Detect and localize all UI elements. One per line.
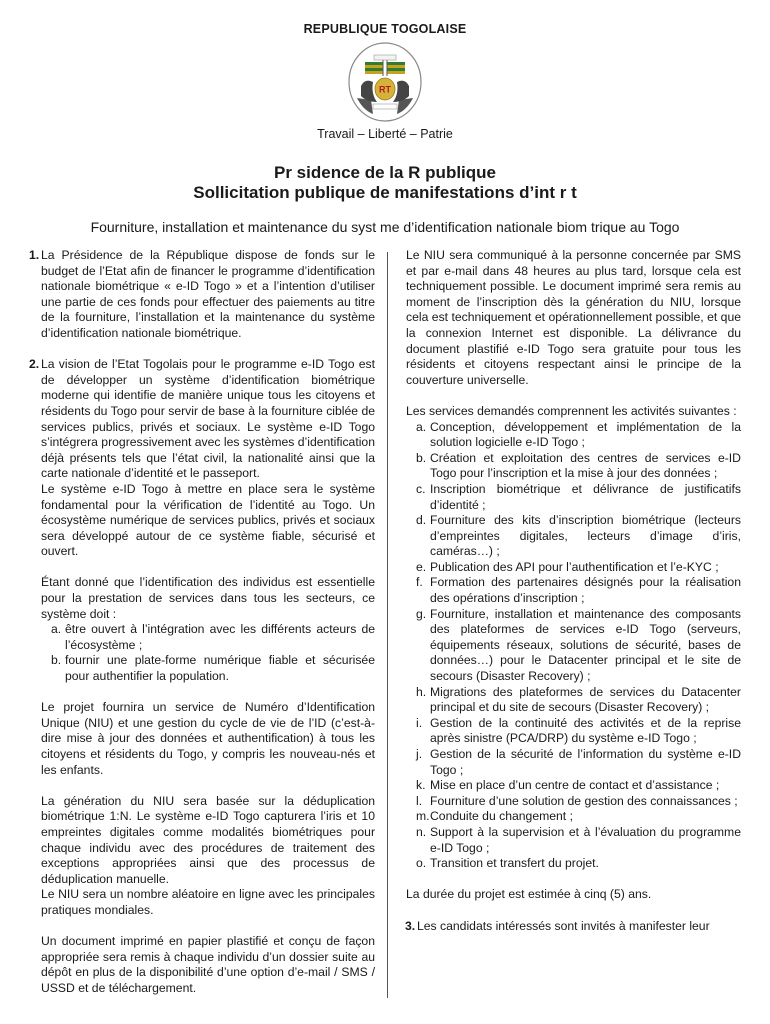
section-1 xyxy=(30,248,375,342)
national-motto: Travail – Liberté – Patrie xyxy=(317,127,453,141)
list-text: Support à la supervision et à l’évaluation du programme e-ID Togo ; xyxy=(430,824,741,855)
list-item xyxy=(406,747,741,778)
list-item xyxy=(406,716,741,747)
list-letter: i. xyxy=(416,715,423,730)
paragraph: La durée du projet est estimée à cinq (5) ans. xyxy=(406,887,652,902)
list-letter: b. xyxy=(51,653,62,668)
section-number: 2. xyxy=(29,357,40,372)
list-text: Fourniture des kits d’inscription biométrique (lecteurs d’empreintes digitales, lecteurs d’image d’iris, caméras…) ; xyxy=(430,513,741,559)
list-letter: j. xyxy=(416,747,423,761)
togo-coat-of-arms-icon xyxy=(343,40,427,124)
list-text: Gestion de la continuité des activités et de la reprise après sinistre (PCA/DRP) du système e-ID Togo ; xyxy=(430,715,741,746)
list-item xyxy=(406,685,741,716)
paragraph: La Présidence de la République dispose de fonds sur le budget de l’Etat afin de financer le programme d’identification nationale biométrique « e-ID Togo » et a l’intention d’utiliser une partie de ces fonds pour effectuer des paiements au titre de la fourniture, l’installation et la maintenance du système d’identification nationale biométrique. xyxy=(41,248,375,340)
document-subject: Fourniture, installation et maintenance du syst me d’identification nationale biom trique au Togo xyxy=(90,219,680,235)
list-item xyxy=(406,482,741,513)
country-name: REPUBLIQUE TOGOLAISE xyxy=(303,22,467,36)
paragraph: Un document imprimé en papier plastifié et conçu de façon appropriée sera remis à chaque individu d’un dossier suite au dépôt en plus de la disponibilité d’une option d’e-mail / SMS / USSD et de téléchargement. xyxy=(41,934,375,995)
list-text: Conduite du changement ; xyxy=(430,809,573,824)
list-item xyxy=(41,653,375,684)
list-letter: h. xyxy=(416,684,427,699)
list-text: Mise en place d’un centre de contact et d’assistance ; xyxy=(430,778,720,793)
paragraph: La génération du NIU sera basée sur la déduplication biométrique 1:N. Le système e-ID Togo capturera l’iris et 10 empreintes digitales comme modalités biométriques pour chaque individu avec des procédures de traitement des exceptions appropriées ainsi que des processus de déduplication manuelle. xyxy=(41,793,375,886)
paragraph: Le projet fournira un service de Numéro d’Identification Unique (NIU) et une gestion du cycle de vie de l’ID (c’est-à-dire mise à jour des données et authentification) à tous les citoyens et résidents du Togo, y compris les nouveau-nés et les enfants. xyxy=(41,700,375,777)
list-item xyxy=(406,825,741,856)
list-letter: m. xyxy=(416,809,430,824)
page-title: Pr sidence de la R publique xyxy=(274,163,496,182)
paragraph: Le système e-ID Togo à mettre en place sera le système fondamental pour la vérification de l’identité au Togo. Un écosystème numérique de services publics, privés et sociaux sera développé autour de ce système fiable, sécurisé et ouvert. xyxy=(41,481,375,559)
list-text: Transition et transfert du projet. xyxy=(430,856,599,871)
list-item xyxy=(406,794,741,810)
paragraph: Les candidats intéressés sont invités à manifester leur xyxy=(417,918,710,933)
column-divider xyxy=(387,252,388,998)
list-item xyxy=(406,856,741,872)
list-letter: n. xyxy=(416,824,427,839)
left-column xyxy=(30,248,375,997)
list-letter: k. xyxy=(416,778,426,793)
section-2 xyxy=(30,357,375,996)
list-letter: f. xyxy=(416,575,423,590)
right-column xyxy=(406,248,741,934)
list-text: Fourniture, installation et maintenance des composants des plateformes de services e-ID Togo (serveurs, équipements réseaux, solutions de sécurité, bases de données…) pour le Datacenter principal et le site de secours (Disaster Recovery) ; xyxy=(430,606,741,684)
section-number: 3. xyxy=(405,918,416,933)
section-number: 1. xyxy=(29,248,40,262)
list-item xyxy=(406,560,741,576)
list-letter: c. xyxy=(416,481,426,496)
services-list xyxy=(406,420,741,872)
section-3 xyxy=(406,919,741,935)
list-text: Fourniture d’une solution de gestion des connaissances ; xyxy=(430,793,738,808)
list-item xyxy=(406,451,741,482)
list-item xyxy=(41,622,375,653)
list-item xyxy=(406,513,741,560)
list-letter: o. xyxy=(416,856,427,871)
paragraph: Le NIU sera communiqué à la personne concernée par SMS et par e-mail dans 48 heures au plus tard, lorsque cela est techniquement possible. Le document imprimé sera remis au moment de l’inscription dès la génération du NIU, lorsque cela est techniquement et opérationnellement possible, et que la connexion Internet est disponible. La délivrance du document plastifié e-ID Togo sera gratuite pour tous les résidents et citoyens respectant ainsi le principe de la couverture universelle. xyxy=(406,248,741,387)
list-text: Migrations des plateformes de services du Datacenter principal et du site de secours (Disaster Recovery) ; xyxy=(430,684,741,715)
list-letter: e. xyxy=(416,559,427,574)
list-text: Formation des partenaires désignés pour la réalisation des opérations d’inscription ; xyxy=(430,575,741,606)
list-item xyxy=(406,575,741,606)
list-text: Publication des API pour l’authentification et l’e-KYC ; xyxy=(430,559,719,574)
list-text: Gestion de la sécurité de l’information du système e-ID Togo ; xyxy=(430,747,741,777)
list-text: fournir une plate-forme numérique fiable et sécurisée pour authentifier la population. xyxy=(65,653,375,684)
emblem-lettering: RT xyxy=(379,84,391,95)
list-text: être ouvert à l’intégration avec les différents acteurs de l’écosystème ; xyxy=(65,622,375,652)
paragraph: Les services demandés comprennent les activités suivantes : xyxy=(406,403,737,418)
list-item xyxy=(406,607,741,685)
list-item xyxy=(406,809,741,825)
list-text: Conception, développement et implémentation de la solution logicielle e-ID Togo ; xyxy=(430,419,741,450)
page-subtitle-heading: Sollicitation publique de manifestations d’int r t xyxy=(193,183,577,202)
list-item xyxy=(406,420,741,451)
paragraph: La vision de l’Etat Togolais pour le programme e-ID Togo est de développer un système d’identification biométrique moderne qui identifie de manière unique tous les citoyens et résidents du Togo pour servir de base à la fourniture ciblée de services publics, privés et sociaux. Le système e-ID Togo s’intégrera progressivement avec les systèmes d’identification déjà présents tels que l’état civil, la nationalité ainsi que la carte nationale d’identité et le passeport. xyxy=(41,357,375,481)
requirements-list xyxy=(41,622,375,684)
list-text: Inscription biométrique et délivrance de justificatifs d’identité ; xyxy=(430,481,741,512)
list-letter: a. xyxy=(51,622,62,637)
list-letter: a. xyxy=(416,419,427,434)
list-letter: g. xyxy=(416,606,427,621)
paragraph: Étant donné que l’identification des individus est essentielle pour la prestation de services dans tous les secteurs, ce système doit : xyxy=(41,575,375,621)
list-letter: l. xyxy=(416,793,423,808)
list-letter: b. xyxy=(416,450,427,465)
list-item xyxy=(406,778,741,794)
paragraph: Le NIU sera un nombre aléatoire en ligne avec les principales pratiques mondiales. xyxy=(41,887,375,917)
list-letter: d. xyxy=(416,513,427,528)
list-text: Création et exploitation des centres de services e-ID Togo pour l’inscription et la mise à jour des données ; xyxy=(430,450,741,481)
